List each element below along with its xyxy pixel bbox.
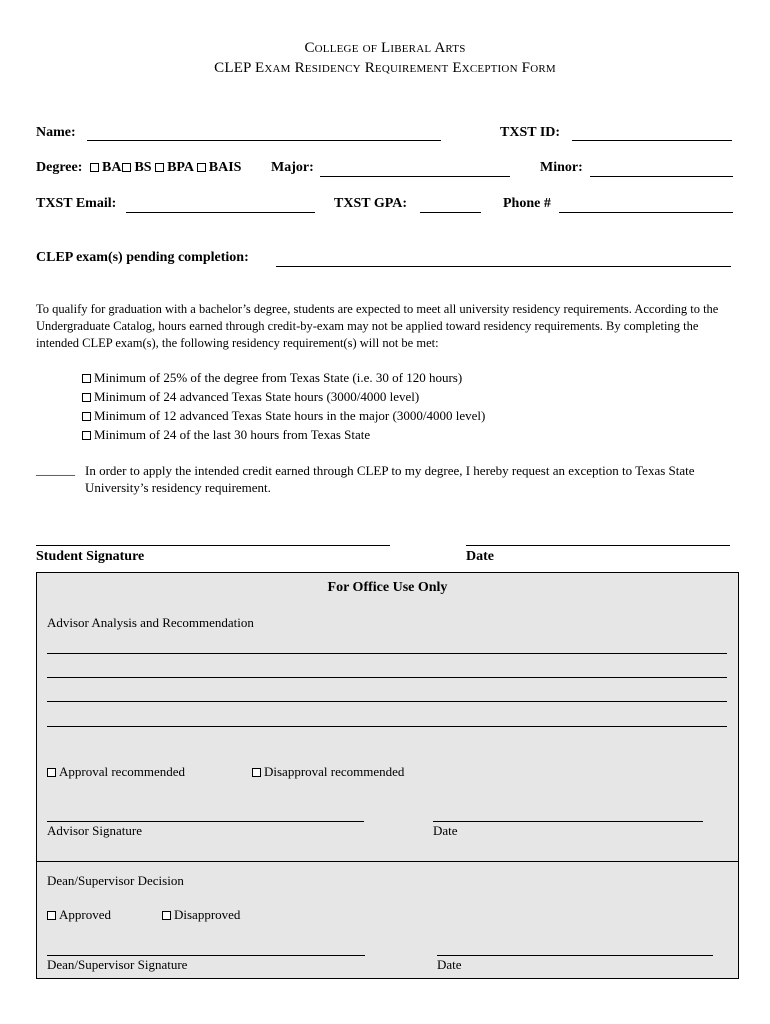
requirement-item: Minimum of 12 advanced Texas State hours in the major (3000/4000 level): [82, 408, 485, 424]
student-date-label: Date: [466, 549, 494, 564]
request-text: In order to apply the intended credit earned through CLEP to my degree, I hereby request an exception to Texas State University’s residency requirement.: [85, 463, 695, 495]
degree-options: [90, 160, 241, 176]
minor-label: Minor:: [540, 160, 583, 175]
student-date-line[interactable]: [466, 545, 730, 546]
disapproved-checkbox[interactable]: [162, 911, 171, 920]
requirement-item: Minimum of 25% of the degree from Texas State (i.e. 30 of 120 hours): [82, 370, 462, 386]
dean-decision-label: Dean/Supervisor Decision: [47, 873, 184, 888]
approval-recommended-option: Approval recommended: [47, 764, 185, 780]
student-signature-label: Student Signature: [36, 549, 145, 564]
approved-checkbox[interactable]: [47, 911, 56, 920]
email-label: TXST Email:: [36, 196, 117, 211]
form-college-title: College of Liberal Arts: [304, 40, 466, 56]
degree-ba-label: BA: [102, 160, 122, 175]
name-label: Name:: [36, 125, 76, 140]
degree-bais-label: BAIS: [208, 160, 242, 175]
requirement-checkbox[interactable]: [82, 374, 91, 383]
clep-pending-field[interactable]: [276, 266, 731, 267]
degree-label: Degree:: [36, 160, 83, 175]
requirement-checkbox[interactable]: [82, 412, 91, 421]
degree-ba-checkbox[interactable]: [90, 163, 99, 172]
gpa-label: TXST GPA:: [334, 196, 407, 211]
office-divider: [37, 861, 738, 862]
major-label: Major:: [271, 160, 314, 175]
request-initial-blank[interactable]: ______: [36, 462, 75, 477]
dean-date-label: Date: [437, 957, 462, 972]
txst-id-field[interactable]: [572, 140, 732, 141]
advisor-analysis-line[interactable]: [47, 701, 727, 702]
name-field[interactable]: [87, 140, 441, 141]
disapproved-option: Disapproved: [162, 907, 240, 923]
degree-bais-checkbox[interactable]: [197, 163, 206, 172]
degree-bpa-checkbox[interactable]: [155, 163, 164, 172]
office-use-title: For Office Use Only: [327, 580, 448, 595]
advisor-signature-label: Advisor Signature: [47, 823, 142, 838]
advisor-date-line[interactable]: [433, 821, 703, 822]
approved-option: Approved: [47, 907, 111, 923]
advisor-analysis-line[interactable]: [47, 726, 727, 727]
minor-field[interactable]: [590, 176, 733, 177]
disapproval-recommended-checkbox[interactable]: [252, 768, 261, 777]
degree-bs-label: BS: [134, 160, 152, 175]
advisor-analysis-line[interactable]: [47, 653, 727, 654]
phone-label: Phone #: [503, 196, 551, 211]
office-use-box: [36, 572, 739, 979]
dean-signature-line[interactable]: [47, 955, 365, 956]
advisor-signature-line[interactable]: [47, 821, 364, 822]
txst-id-label: TXST ID:: [500, 125, 561, 140]
dean-date-line[interactable]: [437, 955, 713, 956]
requirement-checkbox[interactable]: [82, 393, 91, 402]
advisor-analysis-line[interactable]: [47, 677, 727, 678]
dean-signature-label: Dean/Supervisor Signature: [47, 957, 188, 972]
approval-recommended-checkbox[interactable]: [47, 768, 56, 777]
student-signature-line[interactable]: [36, 545, 390, 546]
phone-field[interactable]: [559, 212, 733, 213]
requirement-item: Minimum of 24 advanced Texas State hours (3000/4000 level): [82, 389, 419, 405]
degree-bpa-label: BPA: [167, 160, 194, 175]
advisor-analysis-label: Advisor Analysis and Recommendation: [47, 615, 254, 630]
gpa-field[interactable]: [420, 212, 481, 213]
degree-bs-checkbox[interactable]: [122, 163, 131, 172]
clep-pending-label: CLEP exam(s) pending completion:: [36, 250, 249, 265]
major-field[interactable]: [320, 176, 510, 177]
requirement-item: Minimum of 24 of the last 30 hours from Texas State: [82, 427, 370, 443]
requirement-checkbox[interactable]: [82, 431, 91, 440]
form-title: CLEP Exam Residency Requirement Exception Form: [214, 60, 556, 76]
advisor-date-label: Date: [433, 823, 458, 838]
email-field[interactable]: [126, 212, 315, 213]
disapproval-recommended-option: Disapproval recommended: [252, 764, 404, 780]
intro-paragraph: To qualify for graduation with a bachelor’s degree, students are expected to meet all university residency requirements. According to the Undergraduate Catalog, hours earned through credit-by-exam may not be applied toward residency requirements. By completing the intended CLEP exam(s), the following residency requirement(s) will not be met:: [36, 302, 719, 350]
